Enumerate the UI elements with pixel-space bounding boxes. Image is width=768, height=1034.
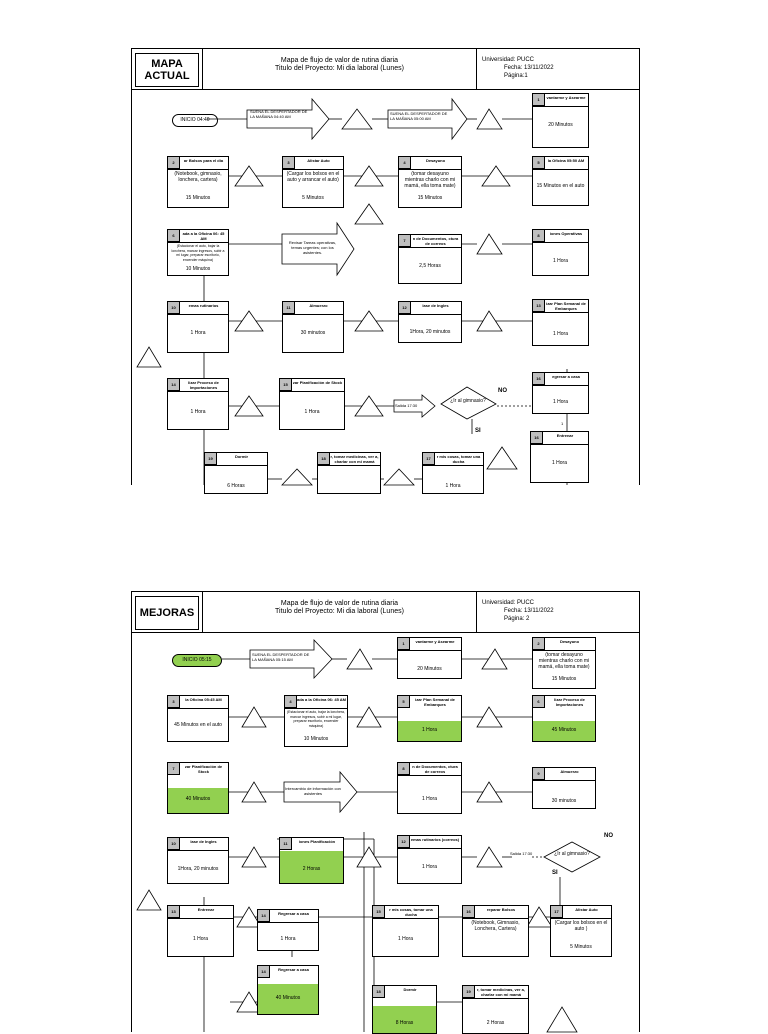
arrow-label: Salida 17:30 — [395, 403, 418, 408]
process-box: 14 Regresar a casa 40 Minutos — [257, 965, 319, 1015]
decision-no: NO — [498, 388, 507, 394]
process-box: 11 iones Planificación 2 Horas — [279, 837, 344, 884]
process-box: 2 ar Bolsos para el dia (Notebook, gimnasio, lonchera, cartera) 15 Minutos — [167, 156, 229, 208]
process-box: 3 la Oficina 05:45 AM 45 Minutos en el auto — [167, 695, 229, 742]
arrow-label: Intercambio de información con asistentes — [285, 786, 341, 796]
arrow-label: Salida 17:30 — [510, 851, 533, 856]
arrow-label: SUENA EL DESPERTADOR DE LA MAÑANA 04:40 AM — [250, 109, 308, 119]
process-box: 19 Dormir 6 Horas — [204, 452, 268, 494]
process-box: 3 Alistar Auto (Cargar los bolsos en el auto y arrancar el auto) 5 Minutos — [282, 156, 344, 208]
improved-state-map — [131, 591, 640, 1032]
process-box: 12 emas rutinarios (correos) 1 Hora — [397, 835, 462, 884]
current-state-map — [131, 48, 640, 489]
map-meta: Universidad: PUCC Fecha: 13/11/2022 Página: 2 — [482, 600, 554, 622]
decision-no: NO — [604, 833, 613, 839]
process-box: 12 lase de Ingles 1Hora, 20 minutos — [398, 301, 462, 343]
process-box: 1 vantarme y Asearme 20 Minutos — [532, 93, 589, 148]
start-node: INICIO 05:15 — [172, 654, 222, 667]
process-box: 14 Regresar a casa 1 Hora — [257, 909, 319, 951]
process-box: 16 egresar a casa 1 Hora — [532, 372, 589, 414]
process-box: 18 r, tomar medicinas, ver a, charlar con mi mamá — [317, 452, 381, 494]
process-box: 8 n de Documentos, ctura de correos 1 Hora — [397, 762, 462, 814]
small-label: 1 — [561, 421, 564, 426]
process-box: 6 lizar Proceso de Importaciones 45 Minutos — [532, 695, 596, 742]
process-box: 17 Alistar Auto (Cargar los bolsos en el auto ) 5 Minutos — [550, 905, 612, 957]
map-meta: Universidad: PUCC Fecha: 13/11/2022 Página:1 — [482, 57, 554, 79]
project-title: Titulo del Proyecto: Mi dia laboral (Lunes) — [275, 65, 404, 72]
map-label: MEJORAS — [135, 596, 199, 630]
process-box: 11 Almuerzo 30 minutos — [282, 301, 344, 353]
map-title: Mapa de flujo de valor de rutina diaria — [280, 57, 399, 64]
start-node: INICIO 04:40 — [172, 114, 218, 127]
process-box: 14 lizar Proceso de Importaciones 1 Hora — [167, 378, 229, 430]
process-box: 13 Entrenar 1 Hora — [167, 905, 234, 957]
project-title: Titulo del Proyecto: Mi dia laboral (Lunes) — [275, 608, 404, 615]
process-box: 10 emas rutinarios 1 Hora — [167, 301, 229, 353]
process-box: 8 iones Operativas 1 Hora — [532, 229, 589, 276]
process-box: 1 vantarme y Asearme 20 Minutos — [397, 637, 462, 679]
process-box: 15 zar Planificación de Stock 1 Hora — [279, 378, 345, 430]
process-box: 13 izar Plan Semanal de Embarques 1 Hora — [532, 299, 589, 346]
process-box: 16 Entrenar 1 Hora — [530, 431, 589, 483]
process-box: 18 Dormir 8 Horas — [372, 985, 437, 1034]
process-box: 4 Desayuno (tomar desayuno mientras charlo con mi mamá, ella toma mate) 15 Minutos — [398, 156, 462, 208]
process-box: 17 r mis cosas, tomar una ducha 1 Hora — [422, 452, 484, 494]
decision-label: ¿Ir al gimnasio? — [450, 398, 486, 404]
process-box: 7 n de Documentos, ctura de correos 2,5 Horas — [398, 234, 462, 284]
map-title: Mapa de flujo de valor de rutina diaria — [280, 600, 399, 607]
decision-label: ¿Ir al gimnasio? — [554, 851, 590, 857]
process-box: 4 ada a la Oficina 06: 45 AM (Estacionar el auto, bajar la lonchera, marcar ingresos, subir a mi lugar, preparar escritorio, encender máquina) 10 Minutos — [284, 695, 348, 747]
process-box: 7 zar Planificación de Stock 40 Minutos — [167, 762, 229, 814]
arrow-label: SUENA EL DESPERTADOR DE LA MAÑANA 05:00 AM — [390, 111, 448, 121]
process-box: 16 reparar Bolsos (Notebook, Gimnasio, Lonchera, Cartera) — [462, 905, 529, 957]
process-box: 5 la Oficina 05:50 AM 15 Minutos en el auto — [532, 156, 589, 206]
process-box: 9 Almuerzo 30 minutos — [532, 767, 596, 809]
arrow-label: Revisar Tareas operativas, temas urgentes; con los asistentes. — [288, 240, 337, 255]
decision-yes: SI — [475, 428, 481, 434]
process-box: 2 Desayuno (tomar desayuno mientras charlo con mi mamá, ella toma mate) 15 Minutos — [532, 637, 596, 689]
process-box: 19 r, tomar medicinas, ver a, charlar con mi mamá 2 Horas — [462, 985, 529, 1034]
process-box: 10 lase de Ingles 1Hora, 20 minutos — [167, 837, 229, 884]
arrow-label: SUENA EL DESPERTADOR DE LA MAÑANA 05:15 AM — [252, 652, 310, 662]
process-box: 5 izar Plan Semanal de Embarques 1 Hora — [397, 695, 462, 742]
process-box: 15 r mis cosas, tomar una ducha 1 Hora — [372, 905, 439, 957]
decision-yes: SI — [552, 870, 558, 876]
process-box: 6 ada a la Oficina 06: 45 AM (Estacionar el auto, bajar la lonchera, marcar ingresos, subir a mi lugar, preparar escritorio, encender máquina) 10 Minutos — [167, 229, 229, 276]
map-label: MAPA ACTUAL — [135, 53, 199, 87]
